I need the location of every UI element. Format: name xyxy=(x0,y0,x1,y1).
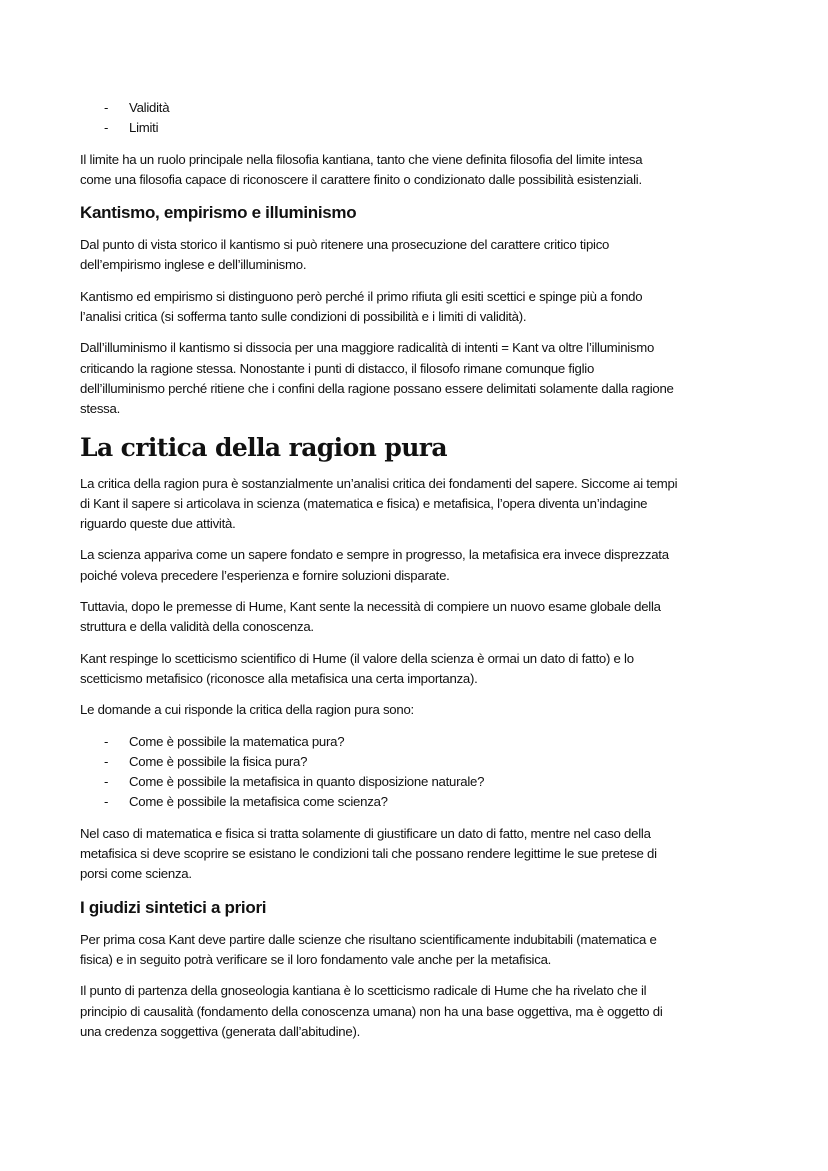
document-page xyxy=(80,98,760,1053)
paragraph xyxy=(80,597,760,638)
list-item-text: Validità xyxy=(129,100,170,115)
paragraph xyxy=(80,150,760,191)
bullet-dash: - xyxy=(104,120,109,136)
list-item xyxy=(80,752,760,772)
text-line: Le domande a cui risponde la critica della ragion pura sono: xyxy=(80,702,414,718)
text-line: stessa. xyxy=(80,401,121,417)
text-line: dell’empirismo inglese e dell’illuminismo. xyxy=(80,257,307,273)
paragraph xyxy=(80,338,760,419)
text-line: Kantismo ed empirismo si distinguono però perché il primo rifiuta gli esiti scettici e spinge più a fondo xyxy=(80,288,643,304)
text-line: come una filosofia capace di riconoscere il carattere finito o condizionato dalle possibilità esistenziali. xyxy=(80,171,642,187)
list-item xyxy=(80,772,760,792)
text-line: metafisica si deve scoprire se esistano le condizioni tali che possano rendere legittime le sue pretese di xyxy=(80,846,657,862)
list-item-text: Come è possibile la fisica pura? xyxy=(129,753,308,769)
bullet-list xyxy=(80,98,760,139)
text-line: dell’illuminismo perché ritiene che i confini della ragione possano essere delimitati solamente dalla ragione xyxy=(80,380,674,396)
text-line: Per prima cosa Kant deve partire dalle scienze che risultano scientificamente indubitabili (matematica e xyxy=(80,931,657,947)
bullet-dash: - xyxy=(104,753,109,769)
list-item-text: Come è possibile la matematica pura? xyxy=(129,733,345,749)
text-line: porsi come scienza. xyxy=(80,866,192,882)
text-line: riguardo queste due attività. xyxy=(80,516,236,532)
text-line: di Kant il sapere si articolava in scienza (matematica e fisica) e metafisica, l’opera diventa un’indagine xyxy=(80,495,648,511)
list-item xyxy=(80,732,760,752)
paragraph xyxy=(80,824,760,885)
list-item xyxy=(80,98,760,118)
paragraph xyxy=(80,545,760,586)
text-line: poiché voleva precedere l’esperienza e fornire soluzioni disparate. xyxy=(80,567,450,583)
paragraph xyxy=(80,649,760,690)
text-line: scetticismo metafisico (riconosce alla metafisica una certa importanza). xyxy=(80,670,478,686)
bullet-dash: - xyxy=(104,100,109,115)
paragraph xyxy=(80,235,760,276)
text-line: Il limite ha un ruolo principale nella filosofia kantiana, tanto che viene definita filosofia del limite intesa xyxy=(80,151,643,167)
text-line: una credenza soggettiva (generata dall’abitudine). xyxy=(80,1023,361,1039)
paragraph xyxy=(80,981,760,1042)
paragraph xyxy=(80,474,760,535)
paragraph xyxy=(80,930,760,971)
bullet-list xyxy=(80,732,760,813)
text-line: l’analisi critica (si sofferma tanto sulle condizioni di possibilità e i limiti di validità). xyxy=(80,309,527,325)
text-line: principio di causalità (fondamento della conoscenza umana) non ha una base oggettiva, ma è oggetto di xyxy=(80,1003,663,1019)
section-heading: I giudizi sintetici a priori xyxy=(80,897,267,917)
page-title: La critica della ragion pura xyxy=(80,432,447,462)
text-line: La critica della ragion pura è sostanzialmente un’analisi critica dei fondamenti del sapere. Siccome ai tempi xyxy=(80,475,678,491)
text-line: Kant respinge lo scetticismo scientifico di Hume (il valore della scienza è ormai un dato di fatto) e lo xyxy=(80,650,634,666)
text-line: Nel caso di matematica e fisica si tratta solamente di giustificare un dato di fatto, mentre nel caso della xyxy=(80,825,651,841)
text-line: criticando la ragione stessa. Nonostante i punti di distacco, il filosofo rimane comunque figlio xyxy=(80,360,595,376)
bullet-dash: - xyxy=(104,733,109,749)
text-line: Il punto di partenza della gnoseologia kantiana è lo scetticismo radicale di Hume che ha rivelato che il xyxy=(80,983,647,999)
text-line: Dal punto di vista storico il kantismo si può ritenere una prosecuzione del carattere critico tipico xyxy=(80,237,610,253)
text-line: La scienza appariva come un sapere fondato e sempre in progresso, la metafisica era invece disprezzata xyxy=(80,547,669,563)
list-item-text: Come è possibile la metafisica come scienza? xyxy=(129,794,388,810)
paragraph xyxy=(80,700,760,720)
list-item xyxy=(80,792,760,812)
section-heading: Kantismo, empirismo e illuminismo xyxy=(80,203,357,223)
bullet-dash: - xyxy=(104,774,109,790)
list-item xyxy=(80,118,760,138)
paragraph xyxy=(80,287,760,328)
text-line: struttura e della validità della conoscenza. xyxy=(80,619,314,635)
list-item-text: Come è possibile la metafisica in quanto disposizione naturale? xyxy=(129,774,485,790)
bullet-dash: - xyxy=(104,794,109,810)
text-line: Dall’illuminismo il kantismo si dissocia per una maggiore radicalità di intenti = Kant va oltre l’illuminismo xyxy=(80,340,655,356)
text-line: fisica) e in seguito potrà verificare se il loro fondamento vale anche per la metafisica. xyxy=(80,951,552,967)
text-line: Tuttavia, dopo le premesse di Hume, Kant sente la necessità di compiere un nuovo esame globale della xyxy=(80,599,661,615)
list-item-text: Limiti xyxy=(129,120,159,136)
